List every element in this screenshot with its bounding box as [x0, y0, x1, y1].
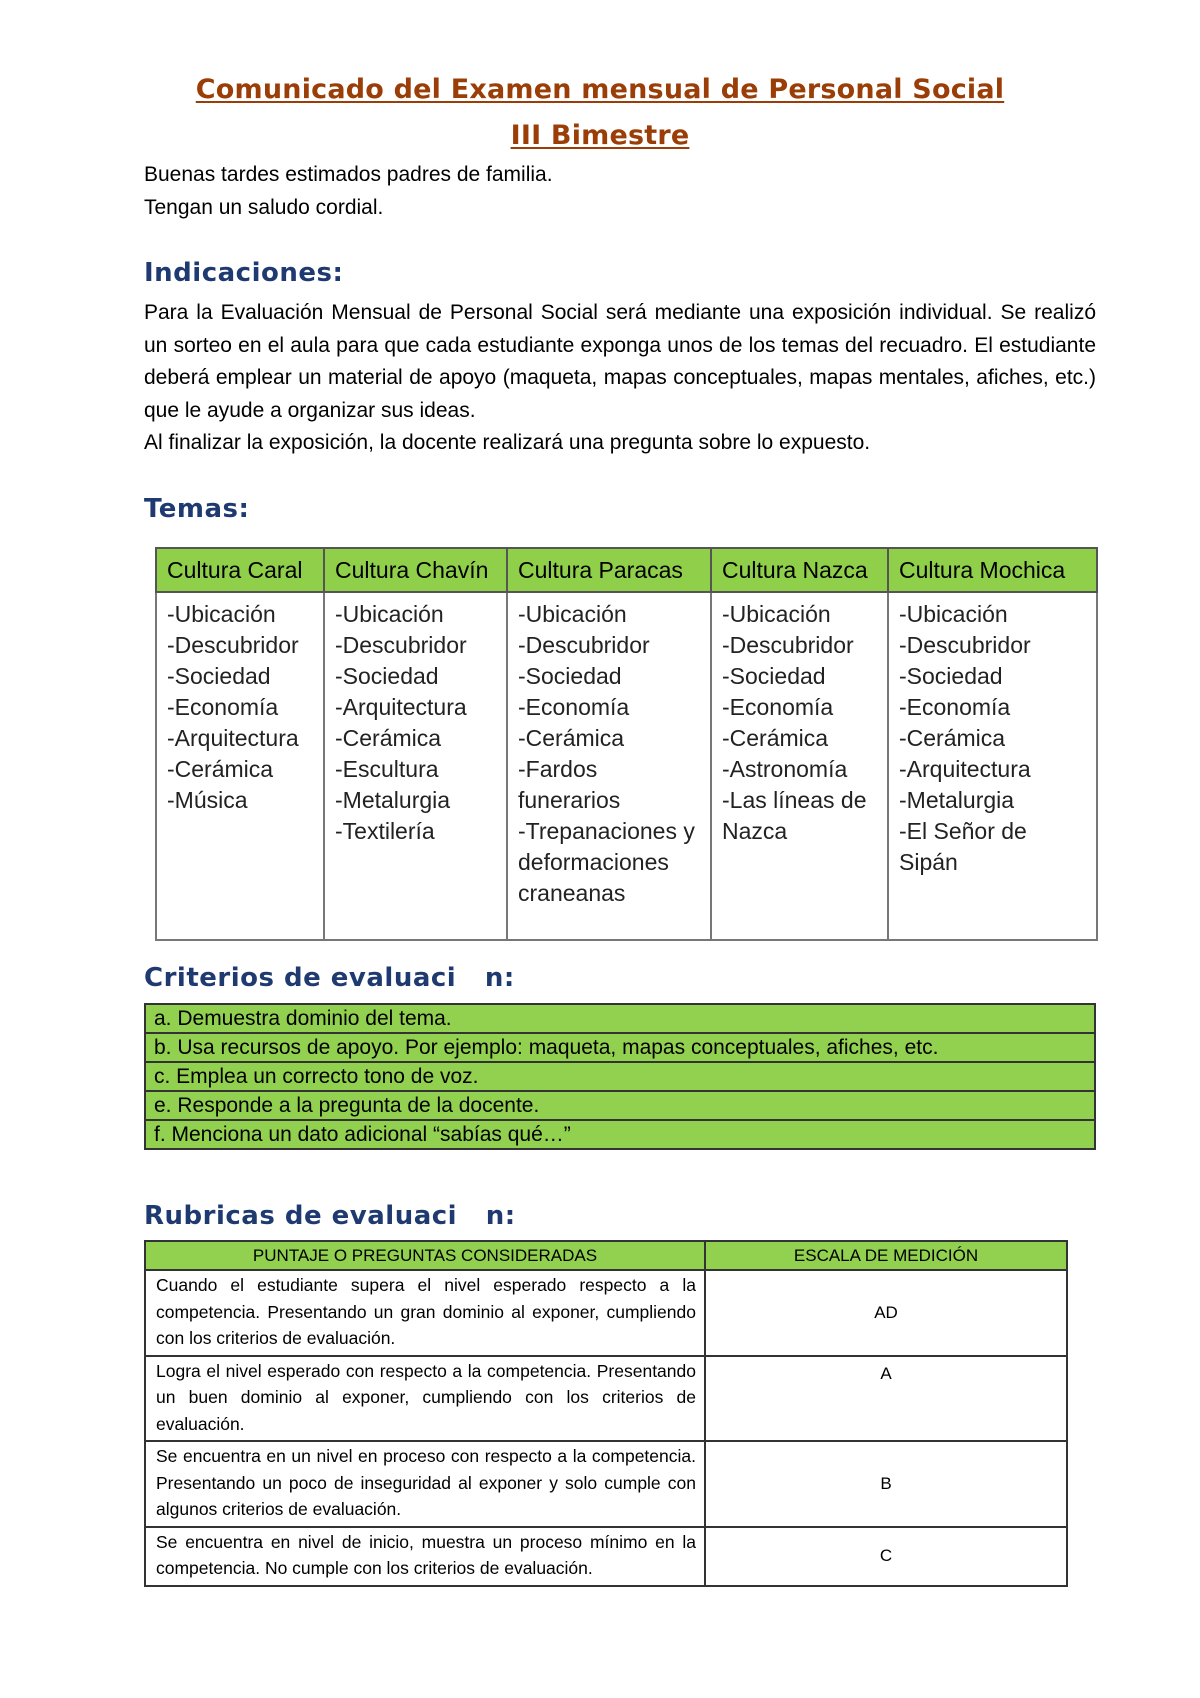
tema-item: -Arquitectura [899, 756, 1031, 782]
tema-item: -Sociedad [899, 663, 1003, 689]
criterio-text: b. Usa recursos de apoyo. Por ejemplo: maqueta, mapas conceptuales, afiches, etc. [145, 1033, 1095, 1062]
tema-item: -Sociedad [518, 663, 622, 689]
tema-item: -Ubicación [722, 601, 831, 627]
criterios-table [144, 1003, 1096, 1150]
document-subtitle: III Bimestre [510, 120, 690, 151]
tema-item: -Sociedad [335, 663, 439, 689]
tema-item: -Fardos funerarios [518, 756, 621, 813]
temas-cell-chavin [324, 592, 507, 940]
tema-item: -Cerámica [335, 725, 442, 751]
tema-item: -Economía [167, 694, 279, 720]
rubrica-scale: B [705, 1441, 1067, 1527]
tema-item: -Metalurgia [899, 787, 1015, 813]
temas-cell-caral [156, 592, 324, 940]
temas-header-paracas: Cultura Paracas [507, 548, 711, 592]
greeting-line-1: Buenas tardes estimados padres de familia. [144, 163, 553, 186]
tema-item: -Sociedad [167, 663, 271, 689]
tema-item: -Ubicación [518, 601, 627, 627]
indicaciones-paragraph-2: Al finalizar la exposición, la docente realizará una pregunta sobre lo expuesto. [144, 431, 871, 454]
criterio-row [145, 1091, 1095, 1120]
criterio-text: f. Menciona un dato adicional “sabías qué…” [145, 1120, 1095, 1149]
rubrica-scale: C [705, 1527, 1067, 1586]
temas-header-caral: Cultura Caral [156, 548, 324, 592]
tema-item: -Arquitectura [335, 694, 467, 720]
rubrica-description: Cuando el estudiante supera el nivel esperado respecto a la competencia. Presentando un gran dominio al exponer, cumpliendo con los criterios de evaluación. [145, 1270, 705, 1356]
tema-item: -Música [167, 787, 248, 813]
tema-item: -El Señor de Sipán [899, 818, 1027, 875]
tema-item: -Descubridor [167, 632, 299, 658]
tema-item: -Trepanaciones y deformaciones craneanas [518, 818, 695, 906]
criterio-text: c. Emplea un correcto tono de voz. [145, 1062, 1095, 1091]
temas-body-row [156, 592, 1097, 940]
tema-item: -Textilería [335, 818, 435, 844]
greeting-line-2: Tengan un saludo cordial. [144, 196, 384, 219]
temas-cell-nazca [711, 592, 888, 940]
rubrica-description: Se encuentra en un nivel en proceso con respecto a la competencia. Presentando un poco de inseguridad al exponer y solo cumple con algunos criterios de evaluación. [145, 1441, 705, 1527]
tema-item: -Escultura [335, 756, 439, 782]
rubricas-header-puntaje: PUNTAJE O PREGUNTAS CONSIDERADAS [145, 1241, 705, 1270]
tema-item: -Ubicación [335, 601, 444, 627]
indicaciones-heading: Indicaciones: [144, 258, 344, 288]
rubrica-description: Se encuentra en nivel de inicio, muestra un proceso mínimo en la competencia. No cumple con los criterios de evaluación. [145, 1527, 705, 1586]
criterio-row [145, 1120, 1095, 1149]
tema-item: -Descubridor [899, 632, 1031, 658]
tema-item: -Las líneas de Nazca [722, 787, 867, 844]
tema-item: -Sociedad [722, 663, 826, 689]
criterio-row [145, 1004, 1095, 1033]
tema-item: -Astronomía [722, 756, 848, 782]
tema-item: -Cerámica [722, 725, 829, 751]
tema-item: -Ubicación [899, 601, 1008, 627]
temas-heading: Temas: [144, 494, 250, 524]
tema-item: -Economía [518, 694, 630, 720]
temas-cell-paracas [507, 592, 711, 940]
criterio-row [145, 1033, 1095, 1062]
criterio-row [145, 1062, 1095, 1091]
tema-item: -Arquitectura [167, 725, 299, 751]
indicaciones-body [144, 297, 1096, 460]
tema-item: -Descubridor [518, 632, 650, 658]
indicaciones-paragraph: Para la Evaluación Mensual de Personal Social será mediante una exposición individual. Se realizó un sorteo en el aula para que cada estudiante exponga unos de los temas del recuadro. El estudiante deberá emplear un material de apoyo (maqueta, mapas conceptuales, mapas mentales, afiches, etc.) que le ayude a organizar sus ideas. [144, 301, 1096, 422]
rubricas-header-row [145, 1241, 1067, 1270]
tema-item: -Cerámica [518, 725, 625, 751]
temas-header-mochica: Cultura Mochica [888, 548, 1097, 592]
rubricas-table [144, 1240, 1068, 1587]
rubricas-heading: Rubricas de evaluaci n: [144, 1201, 516, 1231]
document-title: Comunicado del Examen mensual de Personal Social [195, 74, 1005, 105]
temas-cell-mochica [888, 592, 1097, 940]
tema-item: -Cerámica [167, 756, 274, 782]
rubrica-row [145, 1270, 1067, 1356]
tema-item: -Economía [722, 694, 834, 720]
rubrica-row [145, 1441, 1067, 1527]
temas-header-chavin: Cultura Chavín [324, 548, 507, 592]
temas-header-row [156, 548, 1097, 592]
rubricas-header-escala: ESCALA DE MEDICIÓN [705, 1241, 1067, 1270]
criterio-text: a. Demuestra dominio del tema. [145, 1004, 1095, 1033]
tema-item: -Descubridor [722, 632, 854, 658]
tema-item: -Cerámica [899, 725, 1006, 751]
tema-item: -Metalurgia [335, 787, 451, 813]
rubrica-scale: A [705, 1356, 1067, 1442]
rubrica-scale: AD [705, 1270, 1067, 1356]
criterios-heading: Criterios de evaluaci n: [144, 963, 515, 993]
criterio-text: e. Responde a la pregunta de la docente. [145, 1091, 1095, 1120]
temas-header-nazca: Cultura Nazca [711, 548, 888, 592]
temas-table [155, 547, 1098, 941]
tema-item: -Economía [899, 694, 1011, 720]
tema-item: -Ubicación [167, 601, 276, 627]
rubrica-row [145, 1356, 1067, 1442]
rubrica-row [145, 1527, 1067, 1586]
tema-item: -Descubridor [335, 632, 467, 658]
rubrica-description: Logra el nivel esperado con respecto a la competencia. Presentando un buen dominio al exponer, cumpliendo con los criterios de evaluación. [145, 1356, 705, 1442]
